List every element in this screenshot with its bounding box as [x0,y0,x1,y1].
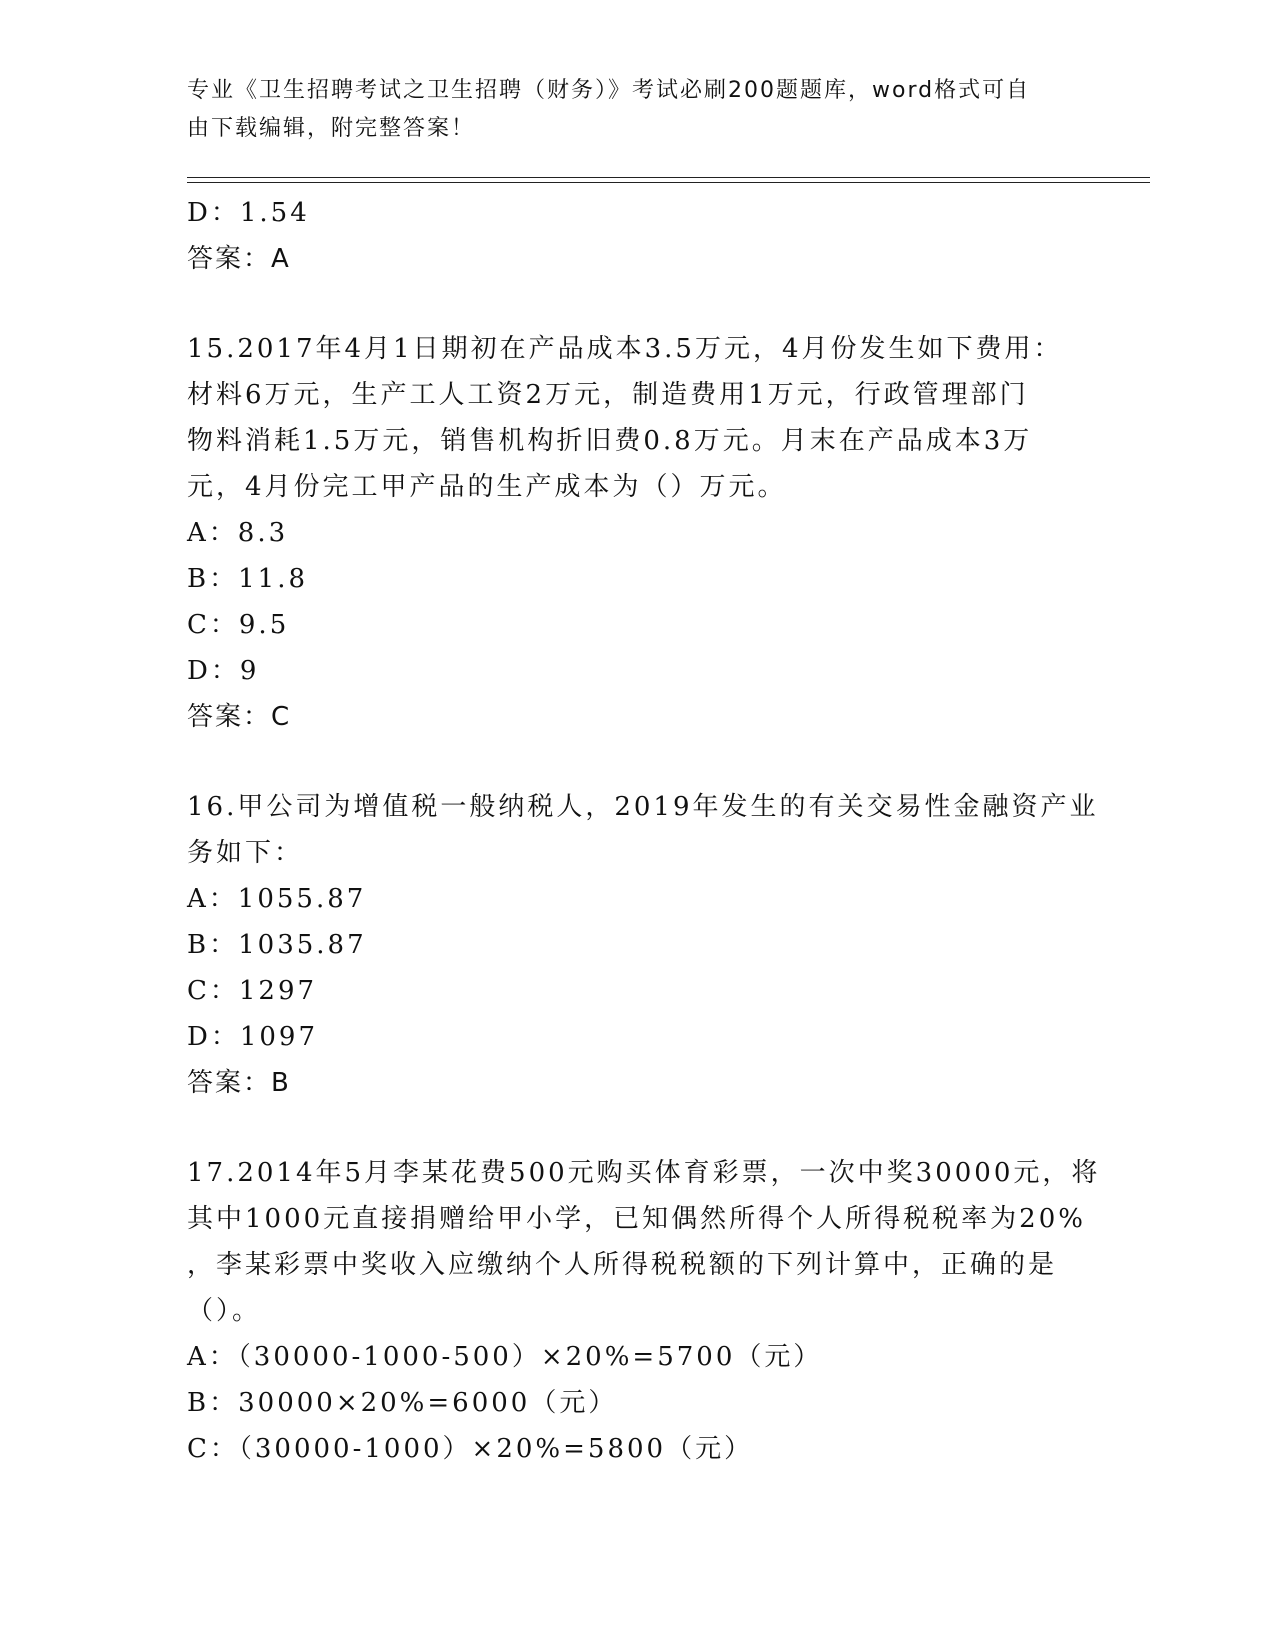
question-stem [187,1150,1101,1334]
option-c: C：1297 [187,976,318,1006]
question-stem-line: ，李某彩票中奖收入应缴纳个人所得税税额的下列计算中，正确的是 [187,1250,1058,1280]
option-d: D：1.54 [187,198,310,228]
question-stem-line: 物料消耗1.5万元，销售机构折旧费0.8万元。月末在产品成本3万 [187,426,1033,456]
question-15 [187,326,1087,740]
question-stem-line: 17.2014年5月李某花费500元购买体育彩票，一次中奖30000元，将 [187,1158,1101,1188]
option-c: C：9.5 [187,610,290,640]
option-c: C：（30000-1000）×20%=5800（元） [187,1434,754,1464]
question-17 [187,1150,1101,1472]
header-divider [187,177,1150,183]
option-b: B：30000×20%=6000（元） [187,1388,618,1418]
question-stem-line: 16.甲公司为增值税一般纳税人，2019年发生的有关交易性金融资产业 [187,792,1099,822]
option-a: A：8.3 [187,518,289,548]
question-stem-line: 15.2017年4月1日期初在产品成本3.5万元，4月份发生如下费用： [187,334,1063,364]
question-stem [187,326,1087,510]
option-d: D：1097 [187,1022,319,1052]
option-b: B：1035.87 [187,930,367,960]
option-a: A：（30000-1000-500）×20%=5700（元） [187,1342,823,1372]
answer-line: 答案：C [187,702,292,732]
question-stem [187,784,1099,876]
question-stem-line: 元，4月份完工甲产品的生产成本为（）万元。 [187,472,787,502]
answer-line: 答案：A [187,244,291,274]
previous-question-tail [187,190,1087,282]
header-title-line-1: 专业《卫生招聘考试之卫生招聘（财务）》考试必刷200题题库，word格式可自 [187,78,1031,103]
option-b: B：11.8 [187,564,308,594]
option-d: D：9 [187,656,260,686]
option-a: A：1055.87 [187,884,367,914]
question-stem-line: （）。 [187,1296,262,1326]
header-title-line-2: 由下载编辑，附完整答案！ [187,116,476,141]
question-16 [187,784,1099,1106]
document-header [187,72,1067,148]
answer-line: 答案：B [187,1068,291,1098]
document-body [187,190,1101,1472]
question-stem-line: 材料6万元，生产工人工资2万元，制造费用1万元，行政管理部门 [187,380,1029,410]
question-stem-line: 其中1000元直接捐赠给甲小学，已知偶然所得个人所得税税率为20% [187,1204,1086,1234]
question-stem-line: 务如下： [187,838,304,868]
